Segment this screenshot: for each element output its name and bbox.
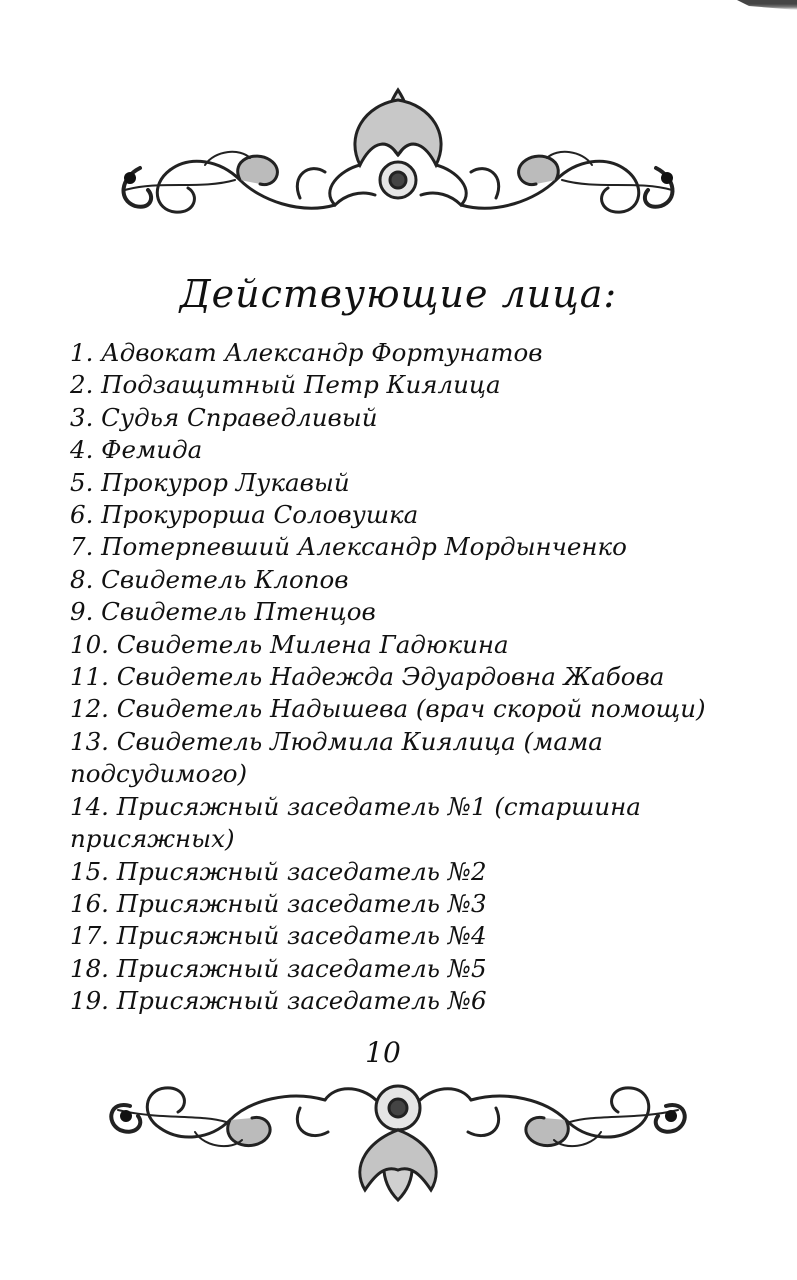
cast-item: 12. Свидетель Надышева (врач скорой помощи) <box>70 694 706 724</box>
cast-item: 2. Подзащитный Петр Киялица <box>70 370 501 400</box>
cast-item: 4. Фемида <box>70 435 203 465</box>
cast-item: 8. Свидетель Клопов <box>70 564 349 594</box>
cast-list <box>70 337 750 1018</box>
cast-item: 17. Присяжный заседатель №4 <box>70 921 487 951</box>
cast-item: 3. Судья Справедливый <box>70 402 378 432</box>
cast-item: 19. Присяжный заседатель №6 <box>70 986 487 1016</box>
cast-item: 16. Присяжный заседатель №3 <box>70 888 487 918</box>
cast-item: 9. Свидетель Птенцов <box>70 597 376 627</box>
cast-item: 10. Свидетель Милена Гадюкина <box>70 629 509 659</box>
bottom-flourish-ornament <box>0 1070 797 1210</box>
cast-item: 5. Прокурор Лукавый <box>70 467 350 497</box>
page-title: Действующие лица: <box>179 272 618 316</box>
cast-item: 15. Присяжный заседатель №2 <box>70 856 487 886</box>
cast-item: 1. Адвокат Александр Фортунатов <box>70 338 543 367</box>
page-number: 10 <box>365 1036 401 1069</box>
cast-item: 6. Прокурорша Соловушка <box>70 500 419 530</box>
cast-item: 13. Свидетель Людмила Киялица (мама подсудимого) <box>70 726 603 789</box>
cast-item: 14. Присяжный заседатель №1 (старшина присяжных) <box>70 791 641 854</box>
top-flourish-ornament <box>0 80 797 220</box>
cast-item: 18. Присяжный заседатель №5 <box>70 953 487 983</box>
cast-item: 7. Потерпевший Александр Мордынченко <box>70 532 627 562</box>
cast-item: 11. Свидетель Надежда Эдуардовна Жабова <box>70 662 665 692</box>
scan-edge-mark <box>737 0 797 10</box>
